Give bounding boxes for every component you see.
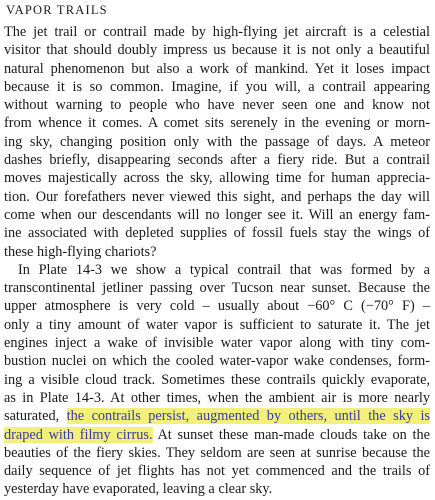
text-line [4, 407, 430, 425]
text-line: ing a visible cloud track. Sometimes these contrails quickly evaporate, [4, 371, 430, 388]
text-line: without warning to people who have never seen one and know not [4, 97, 430, 114]
text-line: yesterday have evaporated, leaving a clear sky. [4, 481, 273, 498]
text-line: moves majestically across the sky, allowing time for human apprecia- [4, 170, 430, 187]
text-line: dashes briefly, disappearing seconds after a fiery ride. But a contrail [4, 152, 430, 169]
text-line: from whence it comes. A comet sits serenely in the evening or morn- [4, 115, 430, 132]
text-line: upper atmosphere is very cold – usually about −60° C (−70° F) – [4, 298, 430, 315]
text-line: The jet trail or contrail made by high-flying jet aircraft is a celestial [4, 24, 430, 40]
text-line: visitor that should doubly impress us because it is not only a beautiful [4, 42, 430, 59]
highlighted-text: the contrails persist, augmented by others, until the sky is [66, 408, 430, 425]
text-line: ine associated with depleted supplies of fossil fuels stay the wings of [4, 225, 430, 242]
text-line: transcontinental jetliner passing over Tucson near sunset. Because the [4, 280, 430, 297]
text-line: come when our descendants will no longer see it. Will an energy fam- [4, 206, 430, 223]
text-line: bustion nuclei on which the cooled water-vapor wake condenses, form- [4, 353, 430, 370]
text-line: only a tiny amount of water vapor is sufficient to saturate it. The jet [4, 316, 430, 333]
text-line: tion. Our forefathers never viewed this sight, and perhaps the day will [4, 188, 430, 205]
line-text: saturated, [4, 408, 67, 425]
text-line [4, 426, 430, 444]
text-line: engines inject a wake of invisible water vapor along with tiny com- [4, 335, 430, 352]
highlighted-text: draped with filmy cirrus. [4, 426, 153, 443]
text-line: these high-flying chariots? [4, 243, 157, 260]
text-line: as in Plate 14-3. At other times, when the ambient air is more nearly [4, 389, 430, 406]
paragraph-2 [4, 261, 430, 499]
text-line: ing sky, changing position only with the passage of days. A meteor [4, 133, 430, 150]
section-title: VAPOR TRAILS [6, 3, 108, 17]
text-line: because it is so common. Imagine, if you will, a contrail appearing [4, 78, 430, 95]
text-line: natural phenomenon but also a work of mankind. Yet it loses impact [4, 60, 430, 77]
text-line: daily sequence of jet flights has not yet commenced and the trails of [4, 463, 430, 480]
text-line: beauties of the fiery skies. They seldom are seen at sunrise because the [4, 444, 430, 461]
text-line: In Plate 14-3 we show a typical contrail that was formed by a [18, 261, 430, 278]
paragraph-1 [4, 23, 430, 261]
line-text: At sunset these man-made clouds take on the [152, 426, 430, 443]
